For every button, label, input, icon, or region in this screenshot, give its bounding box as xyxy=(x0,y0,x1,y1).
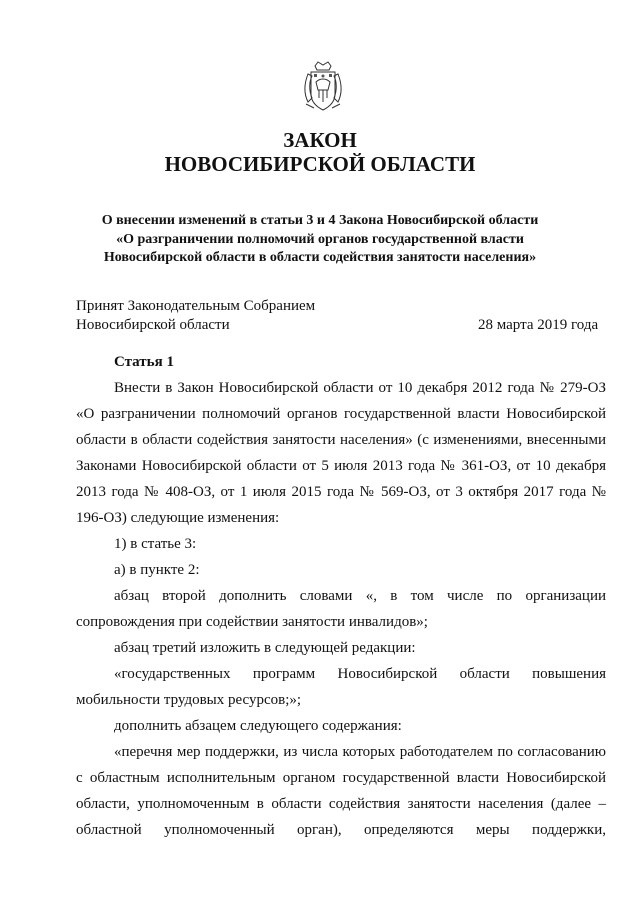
article-paragraph: «перечня мер поддержки, из числа которых работодателем по согласованию с областным исполнительным органом государственной власти Новосибирской области, уполномоченным в области содействия занятости населения (далее – областной уполномоченный орган), определяются меры поддержки, xyxy=(76,744,606,838)
subject-line-2: «О разграничении полномочий органов государственной власти xyxy=(116,231,524,247)
article-heading: Статья 1 xyxy=(114,354,174,370)
article-paragraph: Внести в Закон Новосибирской области от 10 декабря 2012 года № 279-ОЗ «О разграничении полномочий органов государственной власти Новосибирской области в области содействия занятости населения» (с изменениями, внесенными Законами Новосибирской области от 5 июля 2013 года № 361-ОЗ, от 10 декабря 2013 года № 408-ОЗ, от 1 июля 2015 года № 569-ОЗ, от 3 октября 2017 года № 196-ОЗ) следующие изменения: xyxy=(76,380,606,526)
article-paragraph: а) в пункте 2: xyxy=(114,562,200,578)
adoption-line-2: Новосибирской области xyxy=(76,317,230,333)
law-title xyxy=(0,128,640,176)
subject-line-1: О внесении изменений в статьи 3 и 4 Закона Новосибирской области xyxy=(101,213,539,228)
subject-line-3: Новосибирской области в области содействия занятости населения» xyxy=(103,250,537,265)
law-title-line-1: ЗАКОН xyxy=(283,128,357,152)
article-body xyxy=(76,349,606,843)
adoption-block xyxy=(76,297,315,335)
coat-of-arms-emblem xyxy=(298,60,348,116)
law-subject xyxy=(60,212,580,268)
article-paragraph: абзац третий изложить в следующей редакции: xyxy=(114,640,416,656)
article-paragraph: «государственных программ Новосибирской области повышения мобильности трудовых ресурсов;»; xyxy=(76,666,606,708)
adoption-line-1: Принят Законодательным Собранием xyxy=(76,298,316,314)
article-paragraph: 1) в статье 3: xyxy=(114,536,197,552)
article-paragraph: дополнить абзацем следующего содержания: xyxy=(114,718,402,734)
article-paragraph: абзац второй дополнить словами «, в том числе по организации сопровождения при содействии занятости инвалидов»; xyxy=(76,588,606,630)
adoption-date: 28 марта 2019 года xyxy=(478,317,599,333)
law-title-line-2: НОВОСИБИРСКОЙ ОБЛАСТИ xyxy=(164,152,476,176)
